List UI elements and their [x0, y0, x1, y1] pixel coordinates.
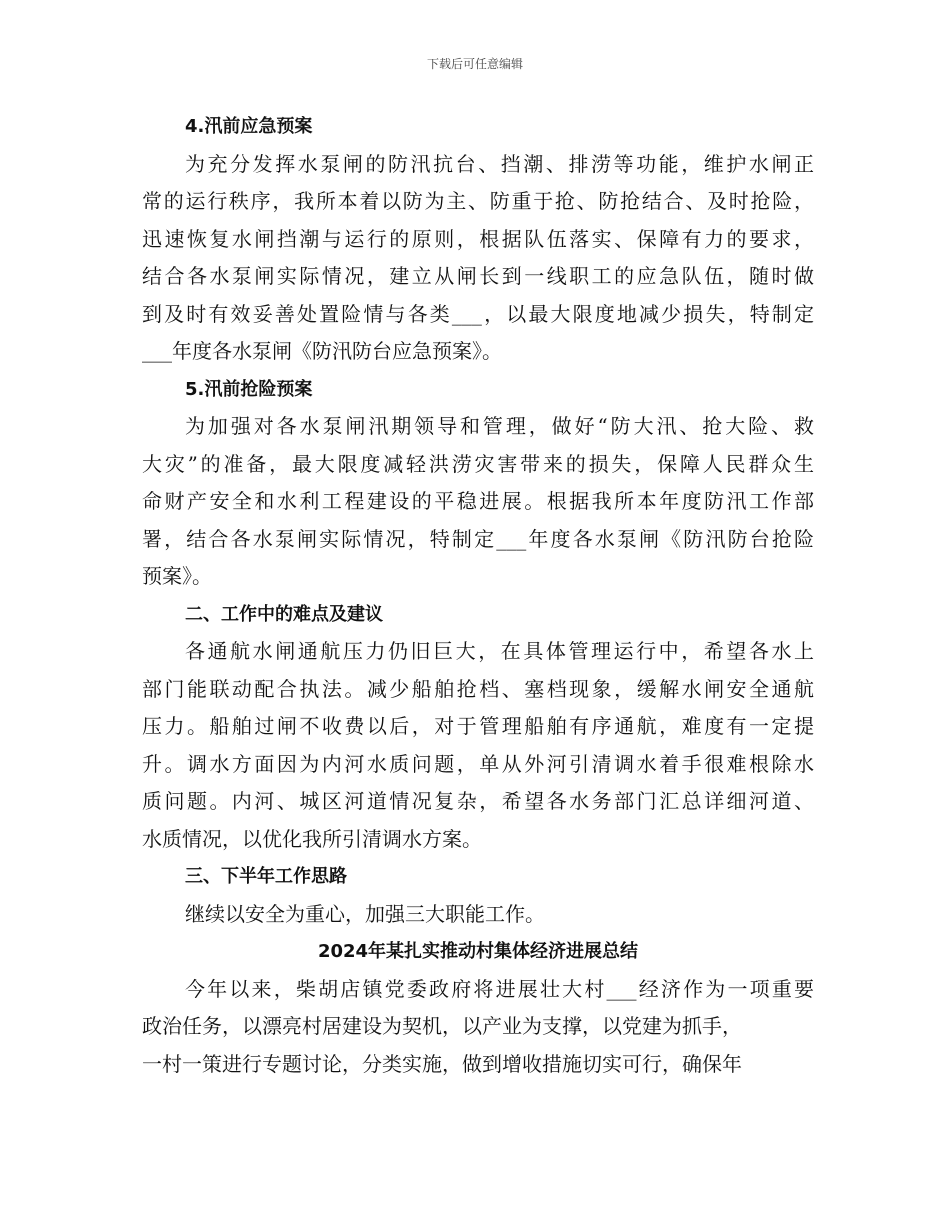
section-heading: 三、下半年工作思路 — [185, 866, 347, 887]
paragraph-line: 结合各水泵闸实际情况，建立从闸长到一线职工的应急队伍，随时做 — [142, 264, 814, 288]
paragraph-line: ___年度各水泵闸《防汛防台应急预案》。 — [142, 339, 502, 363]
paragraph-line: 继续以安全为重心，加强三大职能工作。 — [185, 901, 545, 926]
paragraph-line: 为充分发挥水泵闸的防汛抗台、挡潮、排涝等功能，维护水闸正 — [185, 151, 814, 176]
paragraph-line: 水质情况，以优化我所引清调水方案。 — [142, 826, 482, 851]
paragraph-line: 升。调水方面因为内河水质问题，单从外河引清调水着手很难根除水 — [142, 751, 814, 776]
paragraph-line: 到及时有效妥善处置险情与各类___，以最大限度地减少损失，特制定 — [142, 301, 814, 326]
section-heading: 5.汛前抢险预案 — [185, 378, 313, 400]
paragraph-line: 政治任务，以漂亮村居建设为契机，以产业为支撑，以党建为抓手， — [142, 1014, 742, 1038]
section-heading: 4.汛前应急预案 — [185, 116, 313, 137]
paragraph-line: 署，结合各水泵闸实际情况，特制定___年度各水泵闸《防汛防台抢险 — [142, 526, 814, 551]
header-note: 下载后可任意编辑 — [426, 57, 523, 71]
section-heading: 二、工作中的难点及建议 — [185, 603, 383, 625]
paragraph-line: 部门能联动配合执法。减少船舶抢档、塞档现象，缓解水闸安全通航 — [142, 676, 814, 701]
paragraph-line: 迅速恢复水闸挡潮与运行的原则，根据队伍落实、保障有力的要求， — [142, 226, 814, 251]
paragraph-line: 预案》。 — [142, 564, 212, 588]
paragraph-line: 压力。船舶过闸不收费以后，对于管理船舶有序通航，难度有一定提 — [142, 714, 814, 738]
paragraph-line: 质问题。内河、城区河道情况复杂，希望各水务部门汇总详细河道、 — [142, 789, 814, 813]
paragraph-line: 今年以来，柴胡店镇党委政府将进展壮大村___经济作为一项重要 — [185, 976, 814, 1001]
paragraph-line: 各通航水闸通航压力仍旧巨大，在具体管理运行中，希望各水上 — [185, 639, 814, 663]
document-body — [142, 108, 814, 1083]
paragraph-line: 大灾”的准备，最大限度减轻洪涝灾害带来的损失，保障人民群众生 — [142, 451, 814, 476]
document-title: 2024年某扎实推动村集体经济进展总结 — [317, 941, 639, 962]
paragraph-line: 一村一策进行专题讨论，分类实施，做到增收措施切实可行，确保年 — [142, 1051, 742, 1076]
paragraph-line: 命财产安全和水利工程建设的平稳进展。根据我所本年度防汛工作部 — [142, 489, 814, 513]
paragraph-line: 为加强对各水泵闸汛期领导和管理，做好“防大汛、抢大险、救 — [185, 414, 814, 438]
paragraph-line: 常的运行秩序，我所本着以防为主、防重于抢、防抢结合、及时抢险， — [142, 189, 814, 213]
